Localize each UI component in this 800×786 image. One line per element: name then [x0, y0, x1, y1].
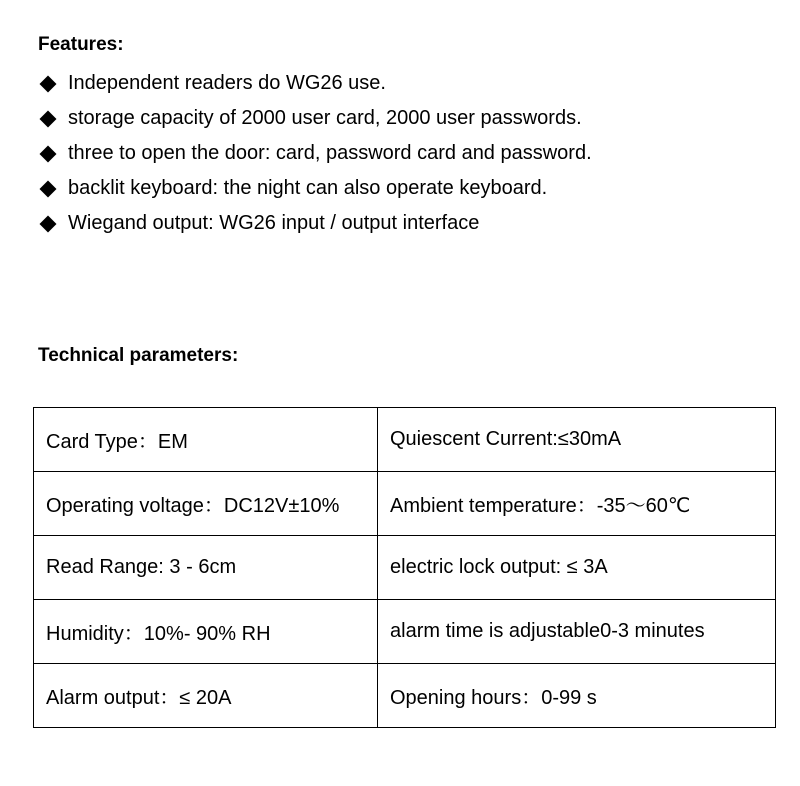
diamond-bullet-icon [40, 75, 57, 92]
feature-text: storage capacity of 2000 user card, 2000 user passwords. [68, 107, 582, 129]
table-row [34, 536, 776, 600]
diamond-bullet-icon [40, 215, 57, 232]
list-item [38, 66, 592, 101]
feature-text: three to open the door: card, password card and password. [68, 142, 592, 164]
table-cell: Quiescent Current:≤30mA [378, 408, 776, 472]
table-row [34, 472, 776, 536]
table-cell: electric lock output: ≤ 3A [378, 536, 776, 600]
feature-text: Wiegand output: WG26 input / output interface [68, 212, 480, 234]
table-cell: Read Range: 3 - 6cm [34, 536, 378, 600]
list-item [38, 136, 592, 171]
table-cell: Operating voltage：DC12V±10% [34, 472, 378, 536]
table-row [34, 408, 776, 472]
feature-text: backlit keyboard: the night can also operate keyboard. [68, 177, 548, 199]
table-row [34, 664, 776, 728]
list-item [38, 101, 592, 136]
diamond-bullet-icon [40, 180, 57, 197]
features-list [38, 66, 592, 241]
table-cell: alarm time is adjustable0-3 minutes [378, 600, 776, 664]
list-item [38, 171, 592, 206]
technical-parameters-table [33, 407, 776, 728]
table-cell: Ambient temperature：-35～60℃ [378, 472, 776, 536]
table-cell: Opening hours：0-99 s [378, 664, 776, 728]
diamond-bullet-icon [40, 110, 57, 127]
technical-parameters-heading: Technical parameters: [38, 345, 239, 366]
table-cell: Humidity：10%- 90% RH [34, 600, 378, 664]
table-cell: Alarm output：≤ 20A [34, 664, 378, 728]
table-row [34, 600, 776, 664]
features-heading: Features: [38, 34, 124, 55]
list-item [38, 206, 592, 241]
table-cell: Card Type：EM [34, 408, 378, 472]
diamond-bullet-icon [40, 145, 57, 162]
feature-text: Independent readers do WG26 use. [68, 72, 386, 94]
